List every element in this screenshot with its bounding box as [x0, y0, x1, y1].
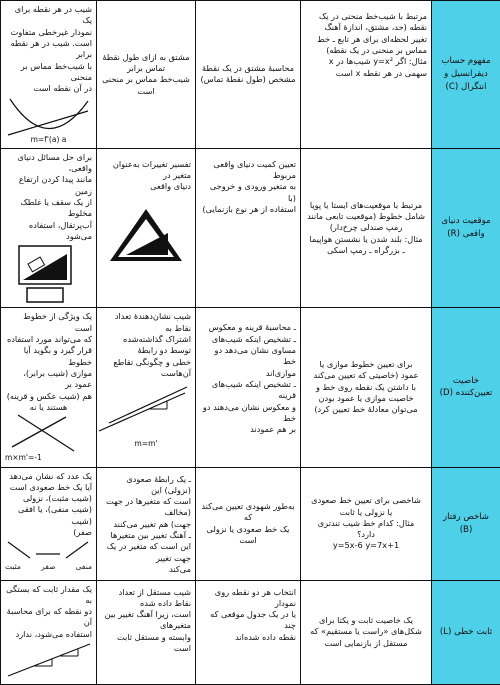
row-calculus-col2	[196, 1, 301, 149]
text-line: رمپ صندلی چرخ‌دار)	[305, 222, 427, 233]
text-line: بەطور شهودی تعیین می‌کند که	[200, 501, 296, 524]
axis-label: منفی	[76, 562, 92, 572]
text-line: (شیب منفی)، یا افقی (شیب	[5, 504, 92, 527]
row-determining-property-col2	[196, 308, 301, 467]
text-line: یک مقدار ثابت که بستگی به	[5, 584, 92, 607]
text-line: استفاده می‌شود، ندارد	[5, 629, 92, 640]
derivative-label: m=f'(a) a	[5, 135, 92, 145]
row-determining-property-col4	[1, 308, 97, 467]
row-calculus-col3	[97, 1, 196, 149]
constant-slope-figure	[4, 640, 92, 680]
text-line: بر هم عمودند	[200, 424, 296, 435]
slope-sign-labels	[5, 562, 92, 572]
text-line: شیب مستقل از تعداد نقاط داده شده	[101, 587, 191, 610]
text-line: موازی‌اند	[200, 368, 296, 379]
row-linear-constant-col3	[97, 580, 196, 684]
text-line: یک عدد که نشان می‌دهد	[5, 471, 92, 482]
row-calculus-col1	[301, 1, 432, 149]
text-line: با داشتن یک نقطه روی خط و	[305, 382, 427, 393]
text-line: شیب‌خط مماس بر منحنی است	[101, 74, 191, 97]
text-line: یا در یک جدول موقعی که چند	[200, 609, 296, 632]
text-line: سهمی در هر نقطه x است	[305, 68, 427, 79]
text-line: است که متغیرها در جهت (مخالف	[101, 496, 191, 519]
row-linear-constant-col1	[301, 580, 432, 684]
text-line: اشتراک گذاشته‌شده توسط دو رابطهٔ	[101, 334, 191, 357]
text-line: موازی (شیب برابر)، عمود بر	[5, 368, 92, 391]
text-line: شاخصی برای تعیین خط صعودی	[305, 495, 427, 506]
text-line: می‌توان معادلهٔ خط تعیین کرد)	[305, 404, 427, 415]
text-line: انتخاب هر دو نقطه روی نمودار	[200, 587, 296, 610]
row-linear-constant-col2	[196, 580, 301, 684]
tangent-curve-figure	[4, 95, 92, 139]
text-line: (شیب مثبت)، نزولی	[5, 493, 92, 504]
text-line: صفر)	[5, 527, 92, 538]
text-line: عمود (خاصیتی که تعیین می‌کند	[305, 370, 427, 381]
text-line: نقطه (حد، مشتق، اندازهٔ آهنگ	[305, 22, 427, 33]
row-linear-constant-col4	[1, 580, 97, 684]
text-line: می‌کند	[101, 564, 191, 575]
row-calculus	[1, 1, 500, 149]
text-line: یک خط صعودی یا نزولی است	[200, 524, 296, 547]
text-line: شیب نشان‌دهندهٔ تعداد نقاط به	[101, 311, 191, 334]
text-line: مشتق به ازای طول نقطهٔ تماس برابر	[101, 52, 191, 75]
row-linear-constant-title: ثابت خطی (L)	[432, 580, 500, 684]
parallel-lines-figure	[97, 379, 192, 439]
row-real-world-col1	[301, 148, 432, 308]
text-line: ـ یک رابطهٔ صعودی (نزولی) این	[101, 474, 191, 497]
text-line: مستقل از بازنمایی است	[305, 638, 427, 649]
row-determining-property-title: خاصیت تعیین‌کننده (D)	[432, 308, 500, 467]
row-behavior-indicator-col3	[97, 467, 196, 580]
text-line: از یک سقف یا غلطک مخلوط	[5, 197, 92, 220]
text-line: جهت) هم تغییر می‌کنند	[101, 519, 191, 530]
text-line: نمودار غیرخطی متفاوت	[5, 27, 92, 38]
parallel-slope-label: m=m'	[101, 439, 191, 449]
row-determining-property	[1, 308, 500, 467]
row-determining-property-col3	[97, 308, 196, 467]
row-linear-constant	[1, 580, 500, 684]
text-line: شکل‌های «راست یا مستقیم» که	[305, 626, 427, 637]
text-line: خطی و چگونگی تقاطع آن‌هاست	[101, 357, 191, 380]
text-line: مرتبط با موقعیت‌های ایستا یا پویا	[305, 200, 427, 211]
text-line: این است که متغیر در یک جهت تغییر	[101, 541, 191, 564]
text-line: دارد؟	[305, 529, 427, 540]
text-line: نقطه داده شده‌اند	[200, 632, 296, 643]
text-line: شامل خطوط (موقعیت تابعی مانند	[305, 211, 427, 222]
row-real-world-col4	[1, 148, 97, 308]
text-line: استفاده از هر نوع بازنمایی)	[200, 204, 296, 215]
text-line: وابسته و مستقل ثابت است	[101, 632, 191, 655]
steep-slope-sign-icon	[9, 244, 89, 304]
text-line: مانند پیدا کردن ارتفاع زمین	[5, 174, 92, 197]
text-line: ـ تشخیص اینکه شیب‌های	[200, 334, 296, 345]
text-line: مرتبط با شیب‌خط منحنی در یک	[305, 11, 427, 22]
text-line: ـ محاسبهٔ قرینه و معکوس	[200, 322, 296, 333]
text-line: قرار گیرد و بگوید آیا خطوط	[5, 345, 92, 368]
text-line: مثال: کدام خط شیب تندتری	[305, 518, 427, 529]
text-line: آیا یک خط صعودی است	[5, 482, 92, 493]
text-line: مشخص (طول نقطهٔ تماس)	[200, 74, 296, 85]
text-line: محاسبهٔ مشتق در یک نقطهٔ	[200, 63, 296, 74]
text-line: مثال: اگر y=x² شیب‌ها در x	[305, 56, 427, 67]
row-real-world-title: موقعیت دنیای واقعی (R)	[432, 148, 500, 308]
text-line: دنیای واقعی	[101, 181, 191, 192]
row-real-world-col2	[196, 148, 301, 308]
text-line: برای حل مسائل دنیای واقعی،	[5, 152, 92, 175]
text-line: برای تعیین خطوط موازی یا	[305, 359, 427, 370]
row-determining-property-col1	[301, 308, 432, 467]
text-line: مساوی نشان می‌دهد دو خط	[200, 345, 296, 368]
row-behavior-indicator	[1, 467, 500, 580]
text-line: و معکوس نشان می‌دهند دو خط	[200, 402, 296, 425]
row-calculus-col4	[1, 1, 97, 149]
row-behavior-indicator-col4	[1, 467, 97, 580]
text-line: است، زیرا آهنگ تغییر بین متغیرهای	[101, 609, 191, 632]
text-line: تغییر لحظه‌ای برای هر تابع ـ خط	[305, 34, 427, 45]
perpendicular-slope-label: m×m'=-1	[5, 453, 92, 463]
axis-label: صفر	[41, 562, 55, 572]
text-line: ـ آهنگ تغییر بین متغیرها	[101, 530, 191, 541]
text-line: در آن نقطه است	[5, 83, 92, 94]
text-line: شیب در هر نقطه برای یک	[5, 4, 92, 27]
text-line: است. شیب در هر نقطه برابر	[5, 38, 92, 61]
text-line: ـ بزرگراه ـ رمپ اسکی	[305, 245, 427, 256]
axis-label: مثبت	[5, 562, 21, 572]
row-behavior-indicator-title: شاخص رفتار (B)	[432, 467, 500, 580]
text-line: با شیب‌خط مماس بر منحنی	[5, 61, 92, 84]
text-line: یا نزولی یا ثابت	[305, 507, 427, 518]
warning-slope-sign-icon	[106, 205, 186, 265]
text-line: دو نقطه که برای محاسبهٔ آن	[5, 606, 92, 629]
text-line: مماس بر منحنی در یک نقطه)	[305, 45, 427, 56]
row-behavior-indicator-col2	[196, 467, 301, 580]
slope-signs-figure	[4, 538, 92, 562]
row-real-world	[1, 148, 500, 308]
text-line: به متغیر ورودی و خروجی (با	[200, 181, 296, 204]
text-line: تعیین کمیت دنیای واقعی مربوط	[200, 159, 296, 182]
text-line: یک ویژگی از خطوط است	[5, 311, 92, 334]
equation-line: y=5x-6 y=7x+1	[305, 540, 427, 551]
text-line: آب‌پرتقال، استفاده می‌شود	[5, 220, 92, 243]
text-line: که می‌تواند مورد استفاده	[5, 334, 92, 345]
text-line: تفسیر تغییرات به‌عنوان متغیر در	[101, 159, 191, 182]
perpendicular-lines-figure	[4, 413, 92, 453]
text-line: ـ تشخیص اینکه شیب‌های قرینه	[200, 379, 296, 402]
row-calculus-title: مفهوم حساب دیفرانسیل و انتگرال (C)	[432, 1, 500, 149]
text-line: خاصیت موازی یا عمود بودن	[305, 393, 427, 404]
text-line: مثال: بلند شدن یا نشستن هواپیما	[305, 234, 427, 245]
row-real-world-col3	[97, 148, 196, 308]
text-line: یک خاصیت ثابت و یکتا برای	[305, 615, 427, 626]
row-behavior-indicator-col1	[301, 467, 432, 580]
text-line: هم (شیب عکس و قرینه)	[5, 391, 92, 402]
figure-caption: هستند یا نه	[5, 402, 92, 413]
